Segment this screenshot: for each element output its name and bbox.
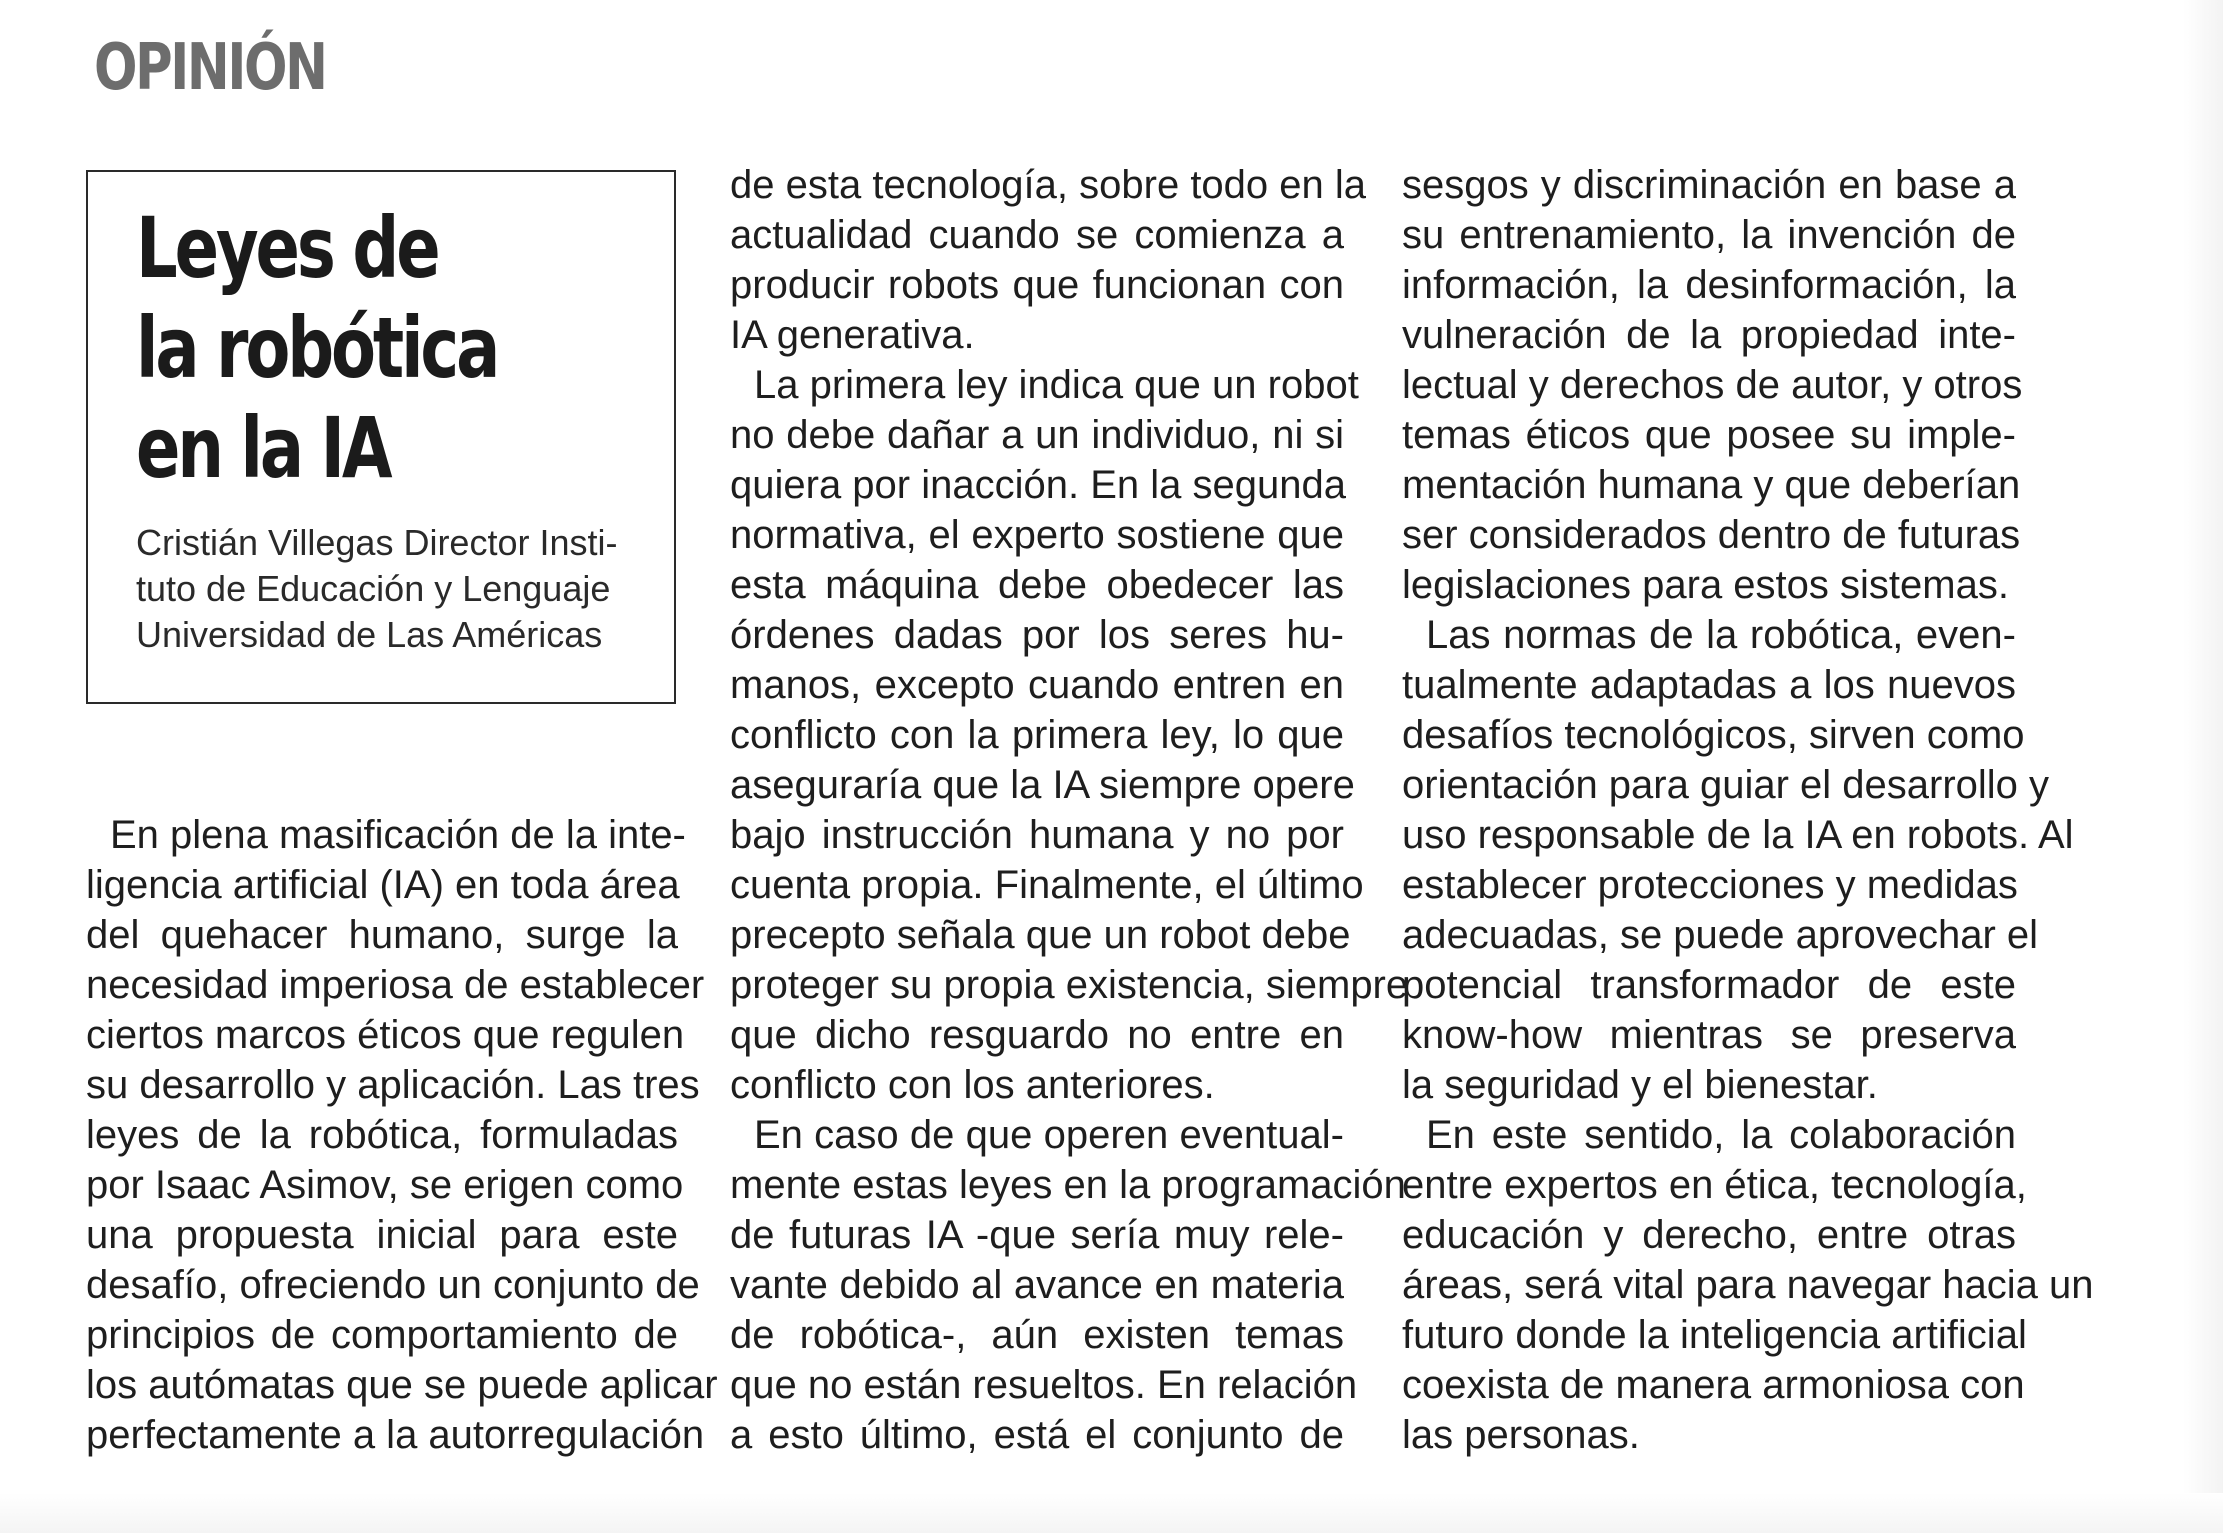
- text-line: En plena masificación de la inte-: [110, 813, 686, 857]
- text-line: de futuras IA -que sería muy rele-: [730, 1213, 1344, 1257]
- text-line: necesidad imperiosa de establecer: [86, 963, 705, 1007]
- text-line: del quehacer humano, surge la: [86, 913, 678, 957]
- text-line: establecer protecciones y medidas: [1402, 863, 2018, 907]
- paragraph: [730, 160, 1367, 360]
- text-line: órdenes dadas por los seres hu-: [730, 613, 1344, 657]
- text-line: precepto señala que un robot debe: [730, 913, 1351, 957]
- article-column-3: [1402, 160, 2094, 1460]
- headline-line: en la IA: [136, 399, 390, 497]
- text-line: proteger su propia existencia, siempre: [730, 963, 1409, 1007]
- text-line: cuenta propia. Finalmente, el último: [730, 863, 1364, 907]
- headline-line: la robótica: [136, 299, 498, 397]
- text-line: uso responsable de la IA en robots. Al: [1402, 813, 2074, 857]
- paragraph: [1402, 160, 2023, 610]
- article-column-1: [86, 810, 718, 1460]
- text-line: ser considerados dentro de futuras: [1402, 513, 2021, 557]
- byline-line: tuto de Educación y Lenguaje: [136, 568, 611, 609]
- text-line: normativa, el experto sostiene que: [730, 513, 1344, 557]
- text-line: que dicho resguardo no entre en: [730, 1013, 1344, 1057]
- text-line: desafío, ofreciendo un conjunto de: [86, 1263, 700, 1307]
- text-line: entre expertos en ética, tecnología,: [1402, 1163, 2027, 1207]
- text-line: la seguridad y el bienestar.: [1402, 1063, 1878, 1107]
- text-line: educación y derecho, entre otras: [1402, 1213, 2016, 1257]
- text-line: de robótica-, aún existen temas: [730, 1313, 1344, 1357]
- text-line: su entrenamiento, la invención de: [1402, 213, 2016, 257]
- text-line: de esta tecnología, sobre todo en la: [730, 163, 1367, 207]
- text-line: no debe dañar a un individuo, ni si: [730, 413, 1344, 457]
- text-line: principios de comportamiento de: [86, 1313, 678, 1357]
- article-column-2: [730, 160, 1409, 1460]
- headline: [136, 198, 604, 498]
- text-line: perfectamente a la autorregulación: [86, 1413, 705, 1457]
- text-line: mente estas leyes en la programación: [730, 1163, 1406, 1207]
- text-line: conflicto con los anteriores.: [730, 1063, 1215, 1107]
- text-line: conflicto con la primera ley, lo que: [730, 713, 1344, 757]
- paragraph: [1402, 610, 2074, 1110]
- text-line: vante debido al avance en materia: [730, 1263, 1344, 1307]
- text-line: temas éticos que posee su imple-: [1402, 413, 2016, 457]
- text-line: las personas.: [1402, 1413, 1640, 1457]
- text-line: legislaciones para estos sistemas.: [1402, 563, 2009, 607]
- paragraph: [1402, 1110, 2094, 1460]
- text-line: lectual y derechos de autor, y otros: [1402, 363, 2023, 407]
- text-line: áreas, será vital para navegar hacia un: [1402, 1263, 2094, 1307]
- text-line: potencial transformador de este: [1402, 963, 2016, 1007]
- text-line: sesgos y discriminación en base a: [1402, 163, 2016, 207]
- byline-line: Cristián Villegas Director Insti-: [136, 522, 618, 563]
- text-line: una propuesta inicial para este: [86, 1213, 678, 1257]
- text-line: Las normas de la robótica, even-: [1426, 613, 2016, 657]
- text-line: En este sentido, la colaboración: [1426, 1113, 2016, 1157]
- text-line: esta máquina debe obedecer las: [730, 563, 1344, 607]
- text-line: vulneración de la propiedad inte-: [1402, 313, 2016, 357]
- text-line: que no están resueltos. En relación: [730, 1363, 1358, 1407]
- text-line: bajo instrucción humana y no por: [730, 813, 1344, 857]
- text-line: IA generativa.: [730, 313, 975, 357]
- text-line: por Isaac Asimov, se erigen como: [86, 1163, 684, 1207]
- text-line: producir robots que funcionan con: [730, 263, 1344, 307]
- paragraph: [86, 810, 718, 1460]
- text-line: aseguraría que la IA siempre opere: [730, 763, 1355, 807]
- headline-line: Leyes de: [136, 199, 438, 297]
- text-line: manos, excepto cuando entren en: [730, 663, 1344, 707]
- text-line: tualmente adaptadas a los nuevos: [1402, 663, 2016, 707]
- text-line: futuro donde la inteligencia artificial: [1402, 1313, 2027, 1357]
- text-line: adecuadas, se puede aprovechar el: [1402, 913, 2039, 957]
- paragraph: [730, 360, 1409, 1110]
- text-line: know-how mientras se preserva: [1402, 1013, 2016, 1057]
- text-line: La primera ley indica que un robot: [754, 363, 1359, 407]
- text-line: quiera por inacción. En la segunda: [730, 463, 1346, 507]
- byline-line: Universidad de Las Américas: [136, 614, 603, 655]
- text-line: ligencia artificial (IA) en toda área: [86, 863, 680, 907]
- text-line: leyes de la robótica, formuladas: [86, 1113, 678, 1157]
- text-line: a esto último, está el conjunto de: [730, 1413, 1344, 1457]
- page-edge-shadow-right: [2183, 0, 2223, 1533]
- text-line: ciertos marcos éticos que regulen: [86, 1013, 685, 1057]
- page-edge-shadow-bottom: [0, 1493, 2223, 1533]
- text-line: los autómatas que se puede aplicar: [86, 1363, 718, 1407]
- text-line: En caso de que operen eventual-: [754, 1113, 1344, 1157]
- text-line: información, la desinformación, la: [1402, 263, 2016, 307]
- text-line: coexista de manera armoniosa con: [1402, 1363, 2025, 1407]
- text-line: orientación para guiar el desarrollo y: [1402, 763, 2050, 807]
- text-line: desafíos tecnológicos, sirven como: [1402, 713, 2025, 757]
- author-byline: [136, 520, 656, 658]
- text-line: actualidad cuando se comienza a: [730, 213, 1344, 257]
- headline-box: [86, 170, 676, 704]
- paragraph: [730, 1110, 1406, 1460]
- text-line: mentación humana y que deberían: [1402, 463, 2021, 507]
- section-label: OPINIÓN: [94, 31, 326, 105]
- text-line: su desarrollo y aplicación. Las tres: [86, 1063, 700, 1107]
